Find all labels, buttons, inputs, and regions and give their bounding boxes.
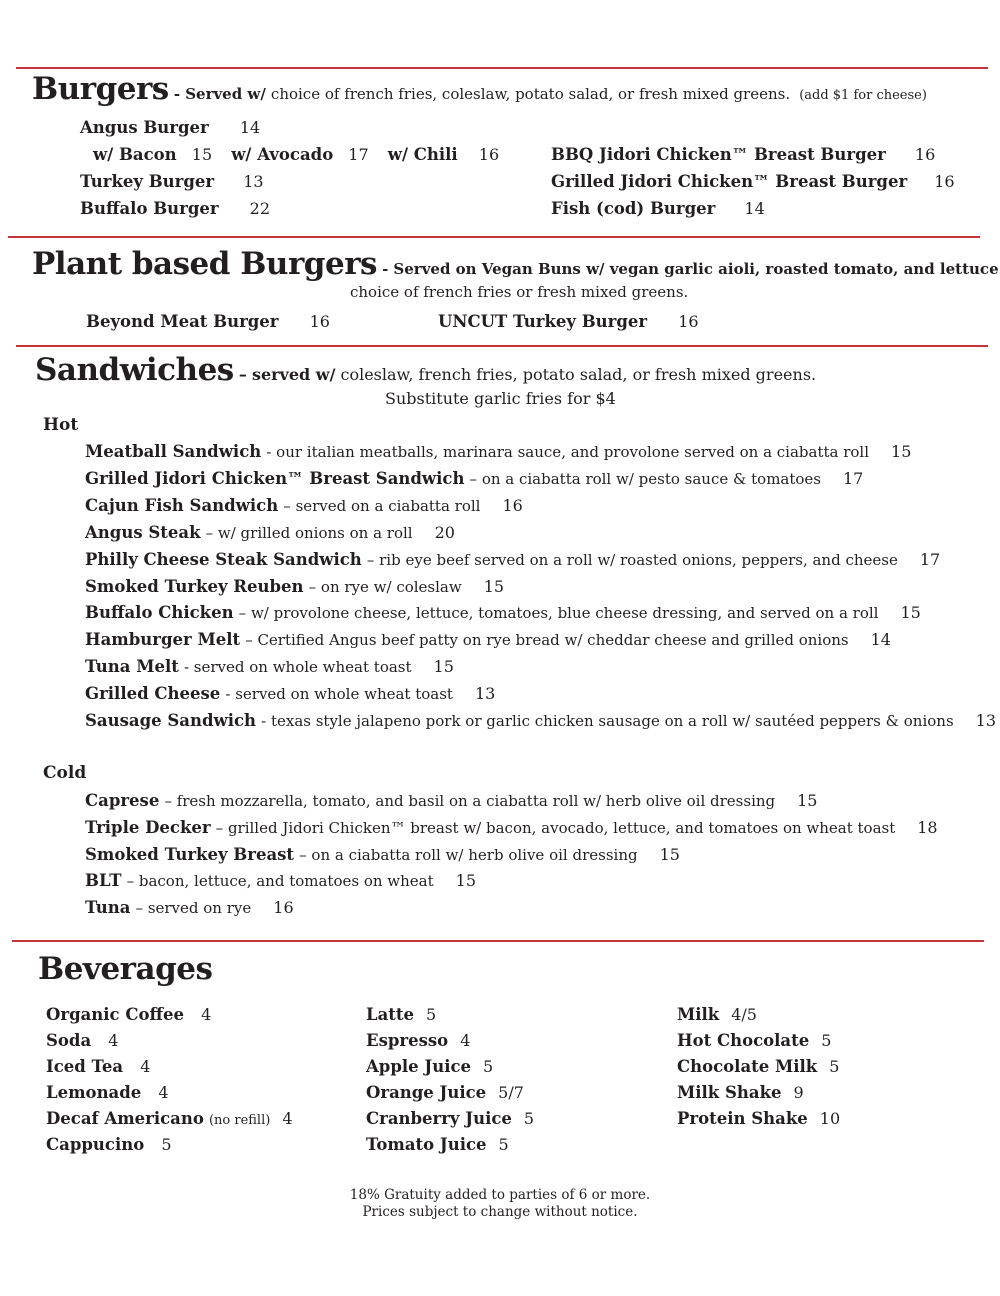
item-description: – w/ provolone cheese, lettuce, tomatoes, blue cheese dressing, and served on a roll [238, 604, 879, 623]
item-name: Grilled Jidori Chicken™ Breast Sandwich [85, 468, 465, 488]
item-name: BLT [85, 871, 122, 891]
divider-beverages [12, 940, 984, 942]
burgers-dash: - [173, 85, 181, 103]
beverage-name: Lemonade [46, 1083, 142, 1102]
item-price: 16 [934, 172, 955, 191]
beverage-item [366, 1005, 436, 1024]
beverage-price: 4 [158, 1083, 169, 1102]
menu-item [85, 818, 938, 837]
item-price: 17 [843, 468, 864, 488]
menu-item [80, 118, 260, 137]
beverage-price: 5 [498, 1135, 509, 1154]
item-price: 15 [659, 844, 680, 864]
item-price: 15 [900, 603, 921, 623]
plant-sub-line2: choice of french fries or fresh mixed greens. [350, 283, 689, 301]
item-name: UNCUT Turkey Burger [438, 312, 648, 331]
gratuity-note: 18% Gratuity added to parties of 6 or more. [349, 1187, 651, 1203]
beverage-name: Soda [46, 1031, 92, 1050]
beverage-name: Tomato Juice [366, 1135, 487, 1154]
addon-name: w/ Avocado [231, 145, 334, 164]
plant-sub-bold: Served on Vegan Buns w/ vegan garlic aioli, roasted tomato, and lettuce [393, 260, 999, 278]
item-description: - served on whole wheat toast [225, 685, 453, 704]
beverage-name: Cappucino [46, 1135, 145, 1154]
beverage-item [677, 1031, 831, 1050]
item-price: 18 [917, 817, 938, 837]
beverage-name: Hot Chocolate [677, 1031, 810, 1050]
beverage-item [366, 1031, 470, 1050]
item-price: 16 [309, 312, 330, 331]
item-description: – on a ciabatta roll w/ pesto sauce & tomatoes [469, 469, 821, 488]
item-name: Grilled Cheese [85, 684, 221, 704]
menu-item [85, 603, 921, 622]
item-price: 15 [891, 442, 912, 461]
item-description: – grilled Jidori Chicken™ breast w/ bacon, avocado, lettuce, and tomatoes on wheat toast [215, 818, 896, 837]
plant-header [32, 246, 999, 282]
menu-item [85, 845, 680, 864]
item-name: Turkey Burger [80, 172, 215, 191]
item-description: – served on rye [135, 899, 252, 918]
addon-price: 17 [348, 145, 369, 164]
item-price: 15 [483, 576, 505, 596]
item-name: Triple Decker [85, 817, 211, 837]
item-name: Caprese [85, 791, 160, 810]
item-description: – Certified Angus beef patty on rye bread w/ cheddar cheese and grilled onions [245, 631, 849, 650]
item-description: – fresh mozzarella, tomato, and basil on a ciabatta roll w/ herb olive oil dressing [164, 792, 776, 810]
item-name: Angus Steak [85, 522, 201, 542]
beverage-item [677, 1109, 840, 1128]
menu-item [438, 312, 699, 331]
burgers-title: Burgers [32, 71, 169, 107]
item-name: Smoked Turkey Breast [85, 844, 295, 864]
item-price: 15 [455, 871, 476, 891]
menu-item [85, 630, 891, 649]
beverage-item [46, 1005, 211, 1024]
beverage-item [366, 1083, 524, 1102]
burgers-sub-bold: Served w/ [185, 85, 266, 103]
menu-item [85, 523, 455, 542]
item-price: 16 [273, 898, 294, 918]
item-price: 22 [249, 199, 271, 218]
plant-dash: - [382, 260, 389, 278]
item-name: Tuna [85, 898, 131, 918]
item-description: – rib eye beef served on a roll w/ roasted onions, peppers, and cheese [366, 550, 898, 569]
menu-item [85, 657, 454, 676]
burgers-cheese-note: (add $1 for cheese) [799, 88, 927, 103]
beverage-price: 5 [829, 1057, 840, 1076]
item-description: - served on whole wheat toast [183, 658, 412, 677]
burgers-header [32, 71, 927, 107]
beverage-note: (no refill) [208, 1113, 271, 1128]
sandwiches-sub-bold: served w/ [251, 365, 336, 384]
beverage-price: 4 [108, 1031, 119, 1050]
beverage-price: 4 [201, 1005, 212, 1024]
beverage-item [677, 1083, 804, 1102]
beverage-name: Orange Juice [366, 1083, 487, 1102]
beverage-item [677, 1005, 757, 1024]
menu-item [85, 898, 294, 917]
hot-label: Hot [43, 415, 79, 435]
item-name: Philly Cheese Steak Sandwich [85, 549, 362, 569]
beverage-item [46, 1135, 172, 1154]
beverage-name: Cranberry Juice [366, 1109, 512, 1128]
addon-name: w/ Bacon [93, 145, 177, 164]
item-name: Grilled Jidori Chicken™ Breast Burger [551, 172, 908, 191]
beverage-name: Protein Shake [677, 1109, 808, 1128]
menu-item [85, 577, 504, 596]
menu-item [85, 550, 940, 569]
beverage-item [46, 1031, 118, 1050]
beverage-name: Milk [677, 1005, 720, 1024]
item-price: 13 [975, 711, 997, 730]
price-note: Prices subject to change without notice. [362, 1204, 638, 1220]
item-description: – on rye w/ coleslaw [308, 577, 462, 596]
item-price: 16 [678, 312, 699, 331]
item-description: – on a ciabatta roll w/ herb olive oil dressing [299, 845, 638, 864]
burgers-sub-text: choice of french fries, coleslaw, potato salad, or fresh mixed greens. [270, 85, 791, 103]
item-price: 15 [797, 791, 818, 810]
menu-item [85, 791, 817, 810]
beverage-name: Latte [366, 1005, 415, 1024]
menu-item [551, 172, 955, 191]
addon-price: 16 [478, 145, 500, 164]
burger-addons [93, 145, 499, 164]
menu-item [80, 199, 270, 218]
beverage-price: 9 [793, 1083, 804, 1102]
beverage-item [366, 1135, 509, 1154]
beverage-price: 4 [460, 1031, 471, 1050]
item-price: 17 [919, 549, 941, 569]
menu-item [551, 199, 765, 218]
beverage-item [366, 1057, 493, 1076]
sandwiches-sub-text: coleslaw, french fries, potato salad, or fresh mixed greens. [340, 365, 817, 384]
beverage-name: Milk Shake [677, 1083, 782, 1102]
item-name: Beyond Meat Burger [86, 312, 279, 331]
menu-item [85, 871, 476, 890]
item-name: Angus Burger [80, 118, 209, 137]
beverage-price: 10 [819, 1109, 841, 1128]
item-description: - our italian meatballs, marinara sauce, and provolone served on a ciabatta roll [266, 443, 870, 461]
beverage-item [46, 1109, 293, 1128]
menu-item [80, 172, 264, 191]
beverage-price: 5 [483, 1057, 494, 1076]
menu-item [85, 711, 996, 730]
beverage-price: 4/5 [731, 1005, 757, 1024]
beverage-name: Chocolate Milk [677, 1057, 818, 1076]
menu-item [86, 312, 330, 331]
cold-label: Cold [43, 763, 87, 783]
addon-price: 15 [191, 145, 213, 164]
beverage-name: Iced Tea [46, 1057, 124, 1076]
item-name: Cajun Fish Sandwich [85, 495, 279, 515]
item-name: Meatball Sandwich [85, 442, 262, 461]
menu-item [85, 496, 523, 515]
item-name: Smoked Turkey Reuben [85, 576, 304, 596]
beverage-price: 5 [523, 1109, 535, 1128]
addon-name: w/ Chili [387, 145, 458, 164]
beverage-item [366, 1109, 534, 1128]
item-price: 14 [870, 630, 891, 650]
beverage-price: 5/7 [498, 1083, 524, 1102]
item-name: Fish (cod) Burger [551, 199, 716, 218]
menu-item [551, 145, 935, 164]
item-price: 15 [433, 657, 454, 677]
beverage-price: 4 [140, 1057, 151, 1076]
beverage-price: 5 [821, 1031, 832, 1050]
beverage-price: 4 [282, 1109, 293, 1128]
divider-sandwiches [16, 345, 988, 347]
item-name: BBQ Jidori Chicken™ Breast Burger [551, 145, 886, 164]
item-price: 13 [474, 684, 496, 704]
item-price: 16 [502, 495, 523, 515]
sandwiches-sub-line2: Substitute garlic fries for $4 [385, 389, 616, 408]
item-description: - texas style jalapeno pork or garlic chicken sausage on a roll w/ sautéed peppers & onions [261, 712, 954, 730]
beverages-title: Beverages [38, 951, 213, 987]
item-price: 16 [914, 145, 936, 164]
sandwiches-dash: – [238, 365, 247, 384]
beverage-name: Espresso [366, 1031, 449, 1050]
beverage-name: Apple Juice [366, 1057, 472, 1076]
item-name: Buffalo Burger [80, 199, 219, 218]
item-price: 14 [239, 118, 261, 137]
item-name: Sausage Sandwich [85, 711, 257, 730]
beverage-item [677, 1057, 839, 1076]
beverage-price: 5 [161, 1135, 172, 1154]
plant-title: Plant based Burgers [32, 246, 377, 282]
sandwiches-title: Sandwiches [35, 352, 234, 388]
item-name: Hamburger Melt [85, 630, 241, 650]
item-description: – w/ grilled onions on a roll [205, 523, 413, 542]
beverage-price: 5 [426, 1005, 437, 1024]
divider-top [16, 67, 988, 69]
beverage-name: Decaf Americano [46, 1109, 204, 1128]
menu-item [85, 684, 495, 703]
item-price: 20 [434, 522, 455, 542]
item-name: Buffalo Chicken [85, 603, 234, 623]
beverage-item [46, 1057, 150, 1076]
beverage-item [46, 1083, 169, 1102]
menu-item [85, 442, 911, 461]
sandwiches-header [35, 352, 816, 388]
item-description: – served on a ciabatta roll [283, 496, 481, 515]
menu-item [85, 469, 863, 488]
item-price: 14 [744, 199, 765, 218]
beverage-name: Organic Coffee [46, 1005, 185, 1024]
item-price: 13 [243, 172, 264, 191]
item-name: Tuna Melt [85, 657, 179, 677]
divider-plant [8, 236, 980, 238]
item-description: – bacon, lettuce, and tomatoes on wheat [126, 872, 434, 891]
